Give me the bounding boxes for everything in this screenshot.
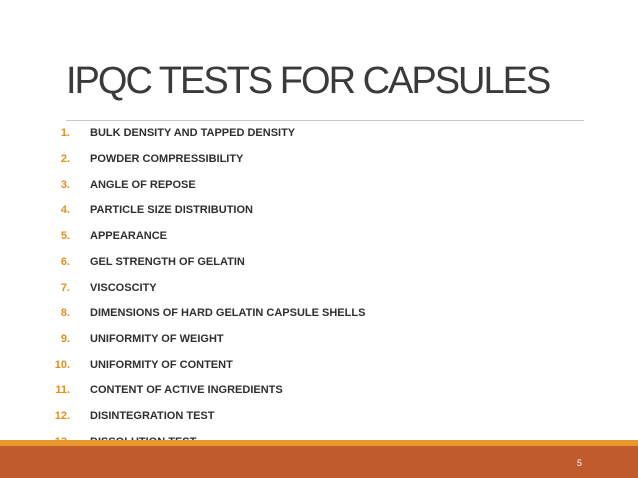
list-item bbox=[0, 150, 638, 168]
item-text: DIMENSIONS OF HARD GELATIN CAPSULE SHELLS bbox=[90, 307, 366, 319]
item-number: 6. bbox=[60, 256, 70, 268]
item-number: 8. bbox=[60, 307, 70, 319]
slide-title: IPQC TESTS FOR CAPSULES bbox=[66, 60, 550, 102]
item-text: DISINTEGRATION TEST bbox=[90, 410, 215, 422]
list-item bbox=[0, 407, 638, 425]
item-number: 7. bbox=[60, 282, 70, 294]
item-text: POWDER COMPRESSIBILITY bbox=[90, 153, 244, 165]
item-text: CONTENT OF ACTIVE INGREDIENTS bbox=[90, 384, 283, 396]
list-item bbox=[0, 253, 638, 271]
item-number: 11. bbox=[55, 384, 70, 396]
list-item bbox=[0, 227, 638, 245]
item-text: UNIFORMITY OF WEIGHT bbox=[90, 333, 224, 345]
footer-band bbox=[0, 446, 638, 478]
test-list bbox=[0, 120, 638, 450]
item-text: UNIFORMITY OF CONTENT bbox=[90, 359, 233, 371]
item-text: VISCOSCITY bbox=[90, 282, 157, 294]
item-number: 4. bbox=[60, 204, 70, 216]
item-number: 3. bbox=[60, 179, 70, 191]
item-text: PARTICLE SIZE DISTRIBUTION bbox=[90, 204, 253, 216]
item-number: 9. bbox=[60, 333, 70, 345]
list-item bbox=[0, 201, 638, 219]
item-text: GEL STRENGTH OF GELATIN bbox=[90, 256, 245, 268]
list-item bbox=[0, 304, 638, 322]
list-item bbox=[0, 176, 638, 194]
page-number: 5 bbox=[576, 458, 582, 468]
item-number: 12. bbox=[54, 410, 70, 422]
list-item bbox=[0, 356, 638, 374]
list-item bbox=[0, 124, 638, 142]
item-text: APPEARANCE bbox=[90, 230, 168, 242]
list-item bbox=[0, 279, 638, 297]
item-number: 5. bbox=[60, 230, 70, 242]
item-number: 10. bbox=[54, 359, 70, 371]
item-text: BULK DENSITY AND TAPPED DENSITY bbox=[90, 127, 296, 139]
list-item bbox=[0, 381, 638, 399]
item-number: 1. bbox=[60, 127, 70, 139]
item-number: 2. bbox=[60, 153, 70, 165]
list-item bbox=[0, 330, 638, 348]
item-text: ANGLE OF REPOSE bbox=[90, 179, 196, 191]
